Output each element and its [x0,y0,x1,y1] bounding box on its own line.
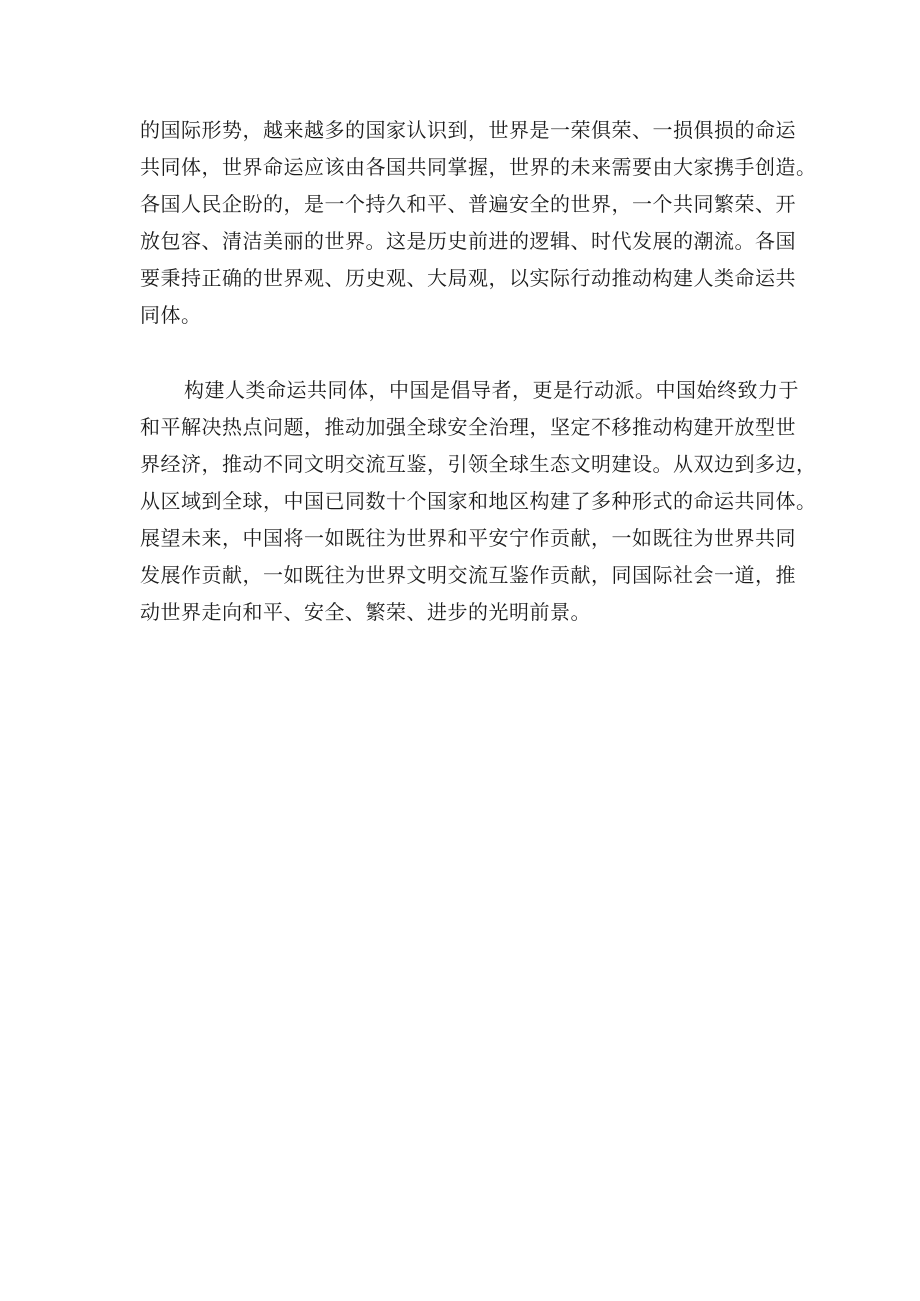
paragraph-line: 展望未来，中国将一如既往为世界和平安宁作贡献，一如既往为世界共同 [140,526,796,550]
paragraph-2 [140,372,817,631]
paragraph-line: 共同体，世界命运应该由各国共同掌握，世界的未来需要由大家携手创造。 [140,155,817,179]
paragraph-line: 构建人类命运共同体，中国是倡导者，更是行动派。中国始终致力于 [184,378,799,402]
paragraph-spacer [140,334,785,372]
document-body [140,112,817,631]
paragraph-line: 发展作贡献，一如既往为世界文明交流互鉴作贡献，同国际社会一道，推 [140,563,796,587]
paragraph-line: 同体。 [140,303,202,327]
paragraph-line: 的国际形势，越来越多的国家认识到，世界是一荣俱荣、一损俱损的命运 [140,118,796,142]
paragraph-line: 要秉持正确的世界观、历史观、大局观，以实际行动推动构建人类命运共 [140,266,796,290]
paragraph-1 [140,112,817,334]
paragraph-line: 放包容、清洁美丽的世界。这是历史前进的逻辑、时代发展的潮流。各国 [140,229,796,253]
paragraph-line: 从区域到全球，中国已同数十个国家和地区构建了多种形式的命运共同体。 [140,489,817,513]
paragraph-line: 和平解决热点问题，推动加强全球安全治理，坚定不移推动构建开放型世 [140,415,796,439]
paragraph-line: 界经济，推动不同文明交流互鉴，引领全球生态文明建设。从双边到多边， [140,452,817,476]
paragraph-line: 动世界走向和平、安全、繁荣、进步的光明前景。 [140,600,591,624]
paragraph-line: 各国人民企盼的，是一个持久和平、普遍安全的世界，一个共同繁荣、开 [140,192,796,216]
